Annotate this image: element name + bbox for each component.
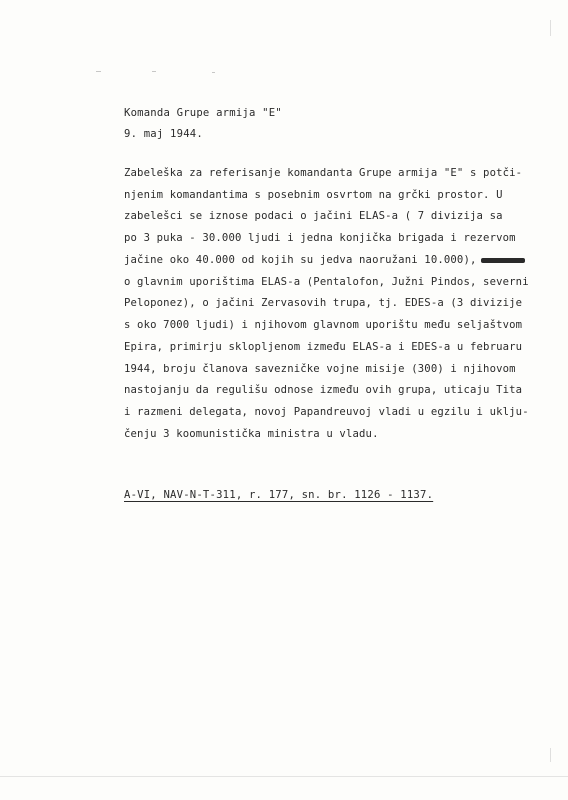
archive-citation: A-VI, NAV-N-T-311, r. 177, sn. br. 1126 - 1137. (124, 489, 434, 501)
body-line-6: o glavnim uporištima ELAS-a (Pentalofon, Južni Pindos, severni (124, 276, 529, 288)
header-date: 9. maj 1944. (124, 128, 203, 140)
scan-speck (0, 776, 568, 777)
body-line-9: Epira, primirju sklopljenom između ELAS-a i EDES-a u februaru (124, 341, 523, 353)
header-unit: Komanda Grupe armija "E" (124, 107, 282, 119)
body-line-1: Zabeleška za referisanje komandanta Grupe armija "E" s potči- (124, 167, 523, 179)
scan-speck (550, 20, 551, 36)
body-line-5: jačine oko 40.000 od kojih su jedva naoružani 10.000), (124, 254, 477, 266)
body-line-4: po 3 puka - 30.000 ljudi i jedna konjička brigada i rezervom (124, 232, 516, 244)
body-line-2: njenim komandantima s posebnim osvrtom na grčki prostor. U (124, 189, 503, 201)
body-line-8: s oko 7000 ljudi) i njihovom glavnom uporištu među seljaštvom (124, 319, 523, 331)
body-line-3: zabelešci se iznose podaci o jačini ELAS-a ( 7 divizija sa (124, 210, 503, 222)
body-line-11: nastojanju da regulišu odnose između ovih grupa, uticaju Tita (124, 384, 523, 396)
struck-out-word (481, 258, 525, 263)
scan-speck (152, 71, 156, 72)
body-line-7: Peloponez), o jačini Zervasovih trupa, tj. EDES-a (3 divizije (124, 297, 523, 309)
body-line-10: 1944, broju članova savezničke vojne misije (300) i njihovom (124, 363, 516, 375)
body-line-13: čenju 3 koomunistička ministra u vladu. (124, 428, 379, 440)
scan-speck (212, 72, 215, 73)
scan-speck (550, 748, 551, 762)
body-line-5-wrap (124, 254, 525, 266)
body-line-12: i razmeni delegata, novoj Papandreuvoj vladi u egzilu i uklju- (124, 406, 529, 418)
scan-speck (96, 71, 101, 72)
